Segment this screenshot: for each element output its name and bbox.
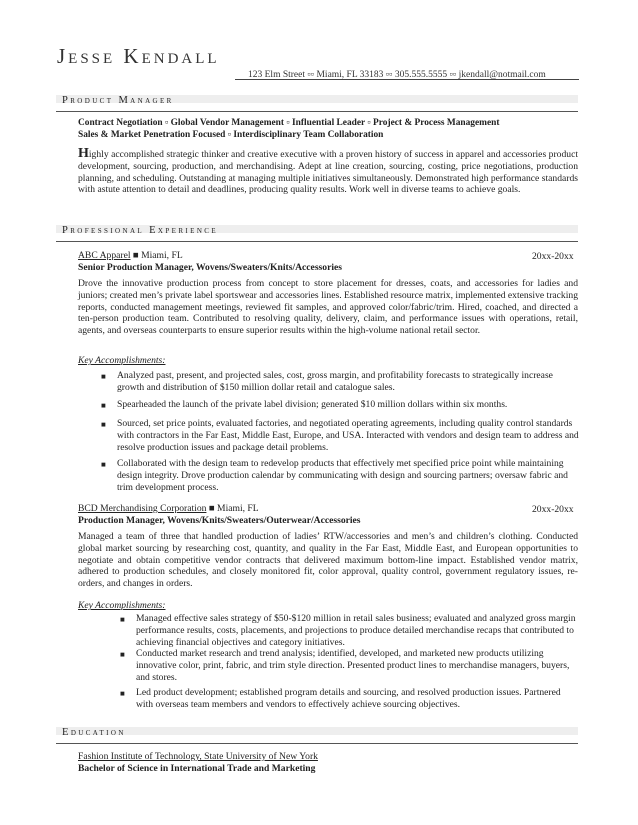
accomplishment-item: Collaborated with the design team to redevelop products that effectively met specified price point while maintaining design integrity. Drove production calendar by communicating with design and sourcing partners; oversaw fabric and trim development process. [117, 458, 568, 493]
job-company-line [78, 250, 183, 262]
summary-text: ighly accomplished strategic thinker and creative executive with a proven history of success in apparel and accessories product development, sourcing, production, and merchandising. Adept at line creation, sourcing, costing, price negotiations, production planning, and scheduling. Outstanding at managing multiple initiatives simultaneously. Demonstrated high performance standards with astute attention to detail and deadlines, producing quality results. Work well in diverse teams to achieve goals. [78, 149, 578, 196]
education-degree: Bachelor of Science in International Trade and Marketing [78, 763, 316, 774]
job-company: ABC Apparel [78, 250, 131, 261]
education-school: Fashion Institute of Technology, State University of New York [78, 751, 318, 762]
bullet-icon: ■ [101, 401, 106, 410]
bullet-icon: ■ [101, 460, 106, 469]
job-company: BCD Merchandising Corporation [78, 503, 207, 514]
skills-line-1: Contract Negotiation ▫ Global Vendor Management ▫ Influential Leader ▫ Project & Process Management [78, 118, 500, 128]
accomplishment-item: Led product development; established program details and sourcing, and resolved production issues. Partnered with overseas team members and vendors to effectively achieve sourcing objectives. [136, 687, 561, 710]
section-title-experience: Professional Experience [62, 225, 219, 236]
job-location: ■ Miami, FL [132, 250, 183, 261]
job-description: Managed a team of three that handled production of ladies’ RTW/accessories and men’s and children’s clothing. Conducted global market sourcing by researching cost, quantity, and quality in the Far East, Middle East, and European opportunities to negotiate and obtain competitive vendor contracts that delivered maximum bottom-line impact. Established vendor matrix, adhered to production schedules, and closely monitored fit, color approval, quality control, government regulatory issues, re-orders, and changes in orders. [78, 531, 578, 590]
job-location: ■ Miami, FL [208, 503, 259, 514]
job-dates: 20xx-20xx [532, 504, 574, 515]
section-title-product-manager: Product Manager [62, 95, 174, 106]
contact-info: 123 Elm Street ▫▫ Miami, FL 33183 ▫▫ 305.555.5555 ▫▫ jkendall@notmail.com [248, 70, 546, 80]
summary-drop-cap: H [78, 146, 89, 161]
accomplishments-label: Key Accomplishments: [78, 600, 166, 611]
job-title: Senior Production Manager, Wovens/Sweaters/Knits/Accessories [78, 262, 342, 273]
bullet-icon: ■ [120, 615, 125, 624]
section-rule [56, 727, 578, 744]
accomplishment-item: Conducted market research and trend analysis; identified, developed, and marketed new products utilizing innovative color, print, fabric, and trim style direction. Presented product lines to merchandise managers, buyers, and stores. [136, 648, 570, 683]
skills-line-2: Sales & Market Penetration Focused ▫ Interdisciplinary Team Collaboration [78, 130, 384, 140]
summary-paragraph [78, 148, 578, 196]
bullet-icon: ■ [101, 420, 106, 429]
job-description: Drove the innovative production process from concept to store placement for dresses, coats, and accessories for ladies and juniors; created men’s private label sportswear and accessories lines. Established resource matrix, implemented extensive tracking reports, conducted management meetings, reviewed fit samples, and approved color/fabric/trim. Hired, coached, and directed a ten-person production team. Contributed to resolving quality, delivery, claim, and performance issues with operations, retail, agents, and overseas counterparts to ensure superior results within the high-volume national retail sector. [78, 278, 578, 337]
accomplishments-label: Key Accomplishments: [78, 355, 166, 366]
candidate-name: Jesse Kendall [57, 44, 220, 68]
accomplishment-item: Analyzed past, present, and projected sales, cost, gross margin, and profitability forecasts to strategically increase growth and distribution of $150 million dollar retail and catalogue sales. [117, 370, 553, 393]
bullet-icon: ■ [101, 372, 106, 381]
accomplishment-item: Sourced, set price points, evaluated factories, and negotiated operating agreements, including quality control standards with contractors in the Far East, Middle East, Europe, and USA. Interacted with vendors and design team to address and resolve production issues and package detail problems. [117, 418, 579, 453]
job-dates: 20xx-20xx [532, 251, 574, 262]
accomplishment-item: Spearheaded the launch of the private label division; generated $10 million dollars within six months. [117, 399, 508, 410]
accomplishment-item: Managed effective sales strategy of $50-$120 million in retail sales business; evaluated and analyzed gross margin performance results, costs, placements, and projections to produce detailed merchandise recaps that contributed to achieving financial objectives and category initiatives. [136, 613, 576, 648]
section-title-education: Education [62, 727, 126, 738]
job-company-line [78, 503, 259, 515]
job-title: Production Manager, Wovens/Knits/Sweaters/Outerwear/Accessories [78, 515, 361, 526]
bullet-icon: ■ [120, 650, 125, 659]
bullet-icon: ■ [120, 689, 125, 698]
